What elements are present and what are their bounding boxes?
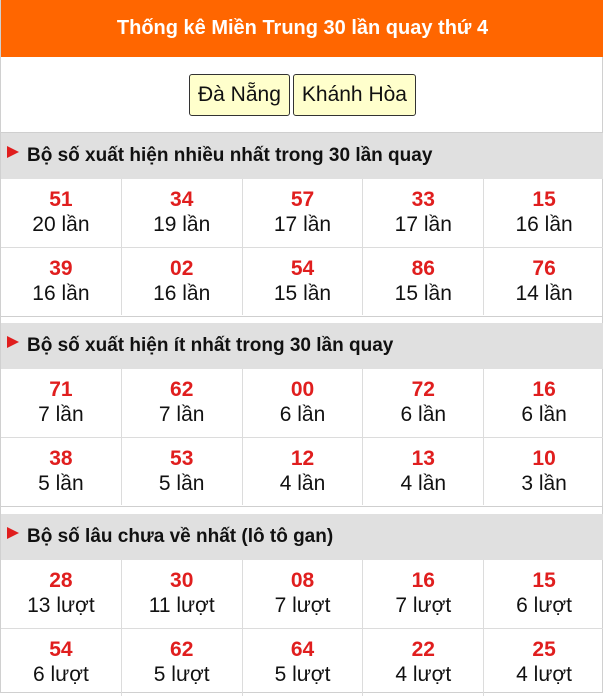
occurrence-count: 5 lượt — [274, 662, 331, 686]
lotto-number[interactable]: 76 — [532, 256, 556, 280]
stat-cell — [484, 629, 603, 696]
occurrence-count: 6 lượt — [32, 662, 89, 686]
occurrence-count: 17 lần — [394, 213, 452, 236]
stat-cell — [484, 248, 603, 315]
occurrence-count: 7 lượt — [274, 594, 331, 617]
stat-cell — [363, 248, 484, 315]
stat-cell — [243, 438, 364, 505]
lotto-number[interactable]: 33 — [411, 188, 435, 211]
stat-cell — [1, 248, 122, 315]
stat-cell — [484, 179, 603, 247]
stat-cell — [363, 438, 484, 505]
stat-cell — [363, 629, 484, 696]
stat-cell — [243, 248, 364, 315]
occurrence-count: 6 lượt — [516, 594, 572, 617]
stat-cell — [122, 248, 243, 315]
lotto-number[interactable]: 08 — [290, 569, 315, 592]
stat-cell — [1, 369, 122, 437]
lotto-number[interactable]: 12 — [290, 446, 315, 470]
occurrence-count: 20 lần — [32, 213, 90, 236]
stats-row — [1, 437, 603, 505]
section-title-most-frequent — [1, 133, 603, 179]
occurrence-count: 16 lần — [32, 281, 90, 305]
occurrence-count: 6 lần — [279, 403, 326, 426]
section-title-text: Bộ số xuất hiện ít nhất trong 30 lần quay — [27, 335, 394, 356]
stats-row — [1, 247, 603, 315]
stat-cell — [363, 369, 484, 437]
occurrence-count: 16 lần — [515, 213, 573, 236]
occurrence-count: 16 lần — [153, 281, 211, 305]
stat-cell — [484, 438, 603, 505]
stat-cell — [122, 438, 243, 505]
occurrence-count: 7 lần — [158, 403, 205, 426]
stat-cell — [243, 560, 364, 628]
lotto-number[interactable]: 15 — [532, 188, 556, 211]
lotto-number[interactable]: 57 — [290, 188, 315, 211]
stat-cell — [1, 438, 122, 505]
lotto-number[interactable]: 72 — [411, 378, 435, 401]
province-selector — [1, 57, 603, 132]
lotto-number[interactable]: 86 — [411, 256, 435, 280]
stats-grid-most-frequent — [1, 179, 603, 315]
lotto-number[interactable]: 10 — [532, 446, 556, 470]
lotto-number[interactable]: 38 — [49, 446, 73, 470]
lotto-number[interactable]: 16 — [532, 378, 556, 401]
lotto-number[interactable]: 16 — [411, 569, 435, 592]
occurrence-count: 6 lần — [521, 403, 567, 426]
occurrence-count: 4 lượt — [516, 662, 572, 686]
lotto-number[interactable]: 34 — [170, 188, 194, 211]
occurrence-count: 7 lần — [38, 403, 84, 426]
triangle-bullet-icon — [7, 336, 19, 348]
stat-cell — [1, 629, 122, 696]
triangle-bullet-icon — [7, 146, 19, 158]
occurrence-count: 13 lượt — [27, 594, 95, 617]
occurrence-count: 15 lần — [273, 281, 332, 305]
lotto-number[interactable]: 15 — [532, 569, 556, 592]
lotto-number[interactable]: 54 — [49, 637, 73, 661]
stat-cell — [122, 629, 243, 696]
section-title-overdue — [1, 514, 603, 560]
lotto-number[interactable]: 22 — [411, 637, 435, 661]
occurrence-count: 3 lần — [521, 471, 567, 495]
occurrence-count: 19 lần — [153, 213, 211, 236]
lotto-number[interactable]: 30 — [170, 569, 194, 592]
section-title-least-frequent — [1, 323, 603, 369]
stat-cell — [122, 179, 243, 247]
occurrence-count: 5 lần — [38, 471, 84, 495]
stat-cell — [243, 179, 364, 247]
stat-cell — [243, 369, 364, 437]
lotto-number[interactable]: 00 — [290, 378, 315, 401]
stat-cell — [484, 560, 603, 628]
occurrence-count: 17 lần — [273, 213, 332, 236]
lotto-number[interactable]: 53 — [170, 446, 194, 470]
province-button-khanh-hoa[interactable]: Khánh Hòa — [293, 74, 416, 116]
stats-grid-overdue — [1, 560, 603, 696]
lotto-number[interactable]: 28 — [49, 569, 73, 592]
lotto-number[interactable]: 62 — [170, 378, 194, 401]
divider — [1, 506, 603, 507]
occurrence-count: 4 lần — [400, 471, 447, 495]
stats-grid-least-frequent — [1, 369, 603, 505]
stat-cell — [243, 629, 364, 696]
lotto-number[interactable]: 25 — [532, 637, 556, 661]
lotto-number[interactable]: 39 — [49, 256, 73, 280]
stats-row — [1, 560, 603, 628]
occurrence-count: 11 lượt — [148, 594, 215, 617]
stat-cell — [1, 560, 122, 628]
stat-cell — [122, 369, 243, 437]
occurrence-count: 6 lần — [400, 403, 447, 426]
stat-cell — [1, 179, 122, 247]
occurrence-count: 15 lần — [394, 281, 452, 305]
section-title-text: Bộ số lâu chưa về nhất (lô tô gan) — [27, 526, 334, 547]
stats-row — [1, 628, 603, 696]
stats-row — [1, 179, 603, 247]
section-title-text: Bộ số xuất hiện nhiều nhất trong 30 lần quay — [27, 145, 433, 166]
stat-cell — [363, 179, 484, 247]
province-button-da-nang[interactable]: Đà Nẵng — [189, 74, 290, 116]
occurrence-count: 14 lần — [515, 281, 573, 305]
stats-row — [1, 369, 603, 437]
stat-cell — [122, 560, 243, 628]
lotto-number[interactable]: 02 — [170, 256, 194, 280]
occurrence-count: 7 lượt — [395, 594, 452, 617]
occurrence-count: 4 lượt — [395, 662, 452, 686]
triangle-bullet-icon — [7, 527, 19, 539]
lotto-number[interactable]: 51 — [49, 188, 73, 211]
occurrence-count: 5 lần — [158, 471, 205, 495]
occurrence-count: 5 lượt — [153, 662, 210, 686]
stat-cell — [484, 369, 603, 437]
occurrence-count: 4 lần — [279, 471, 326, 495]
lotto-number[interactable]: 62 — [170, 637, 194, 661]
stat-cell — [363, 560, 484, 628]
divider — [1, 316, 603, 317]
lotto-number[interactable]: 64 — [290, 637, 315, 661]
lotto-number[interactable]: 13 — [411, 446, 435, 470]
page-title: Thống kê Miền Trung 30 lần quay thứ 4 — [1, 0, 603, 57]
lotto-number[interactable]: 54 — [290, 256, 315, 280]
lotto-number[interactable]: 71 — [49, 378, 73, 401]
